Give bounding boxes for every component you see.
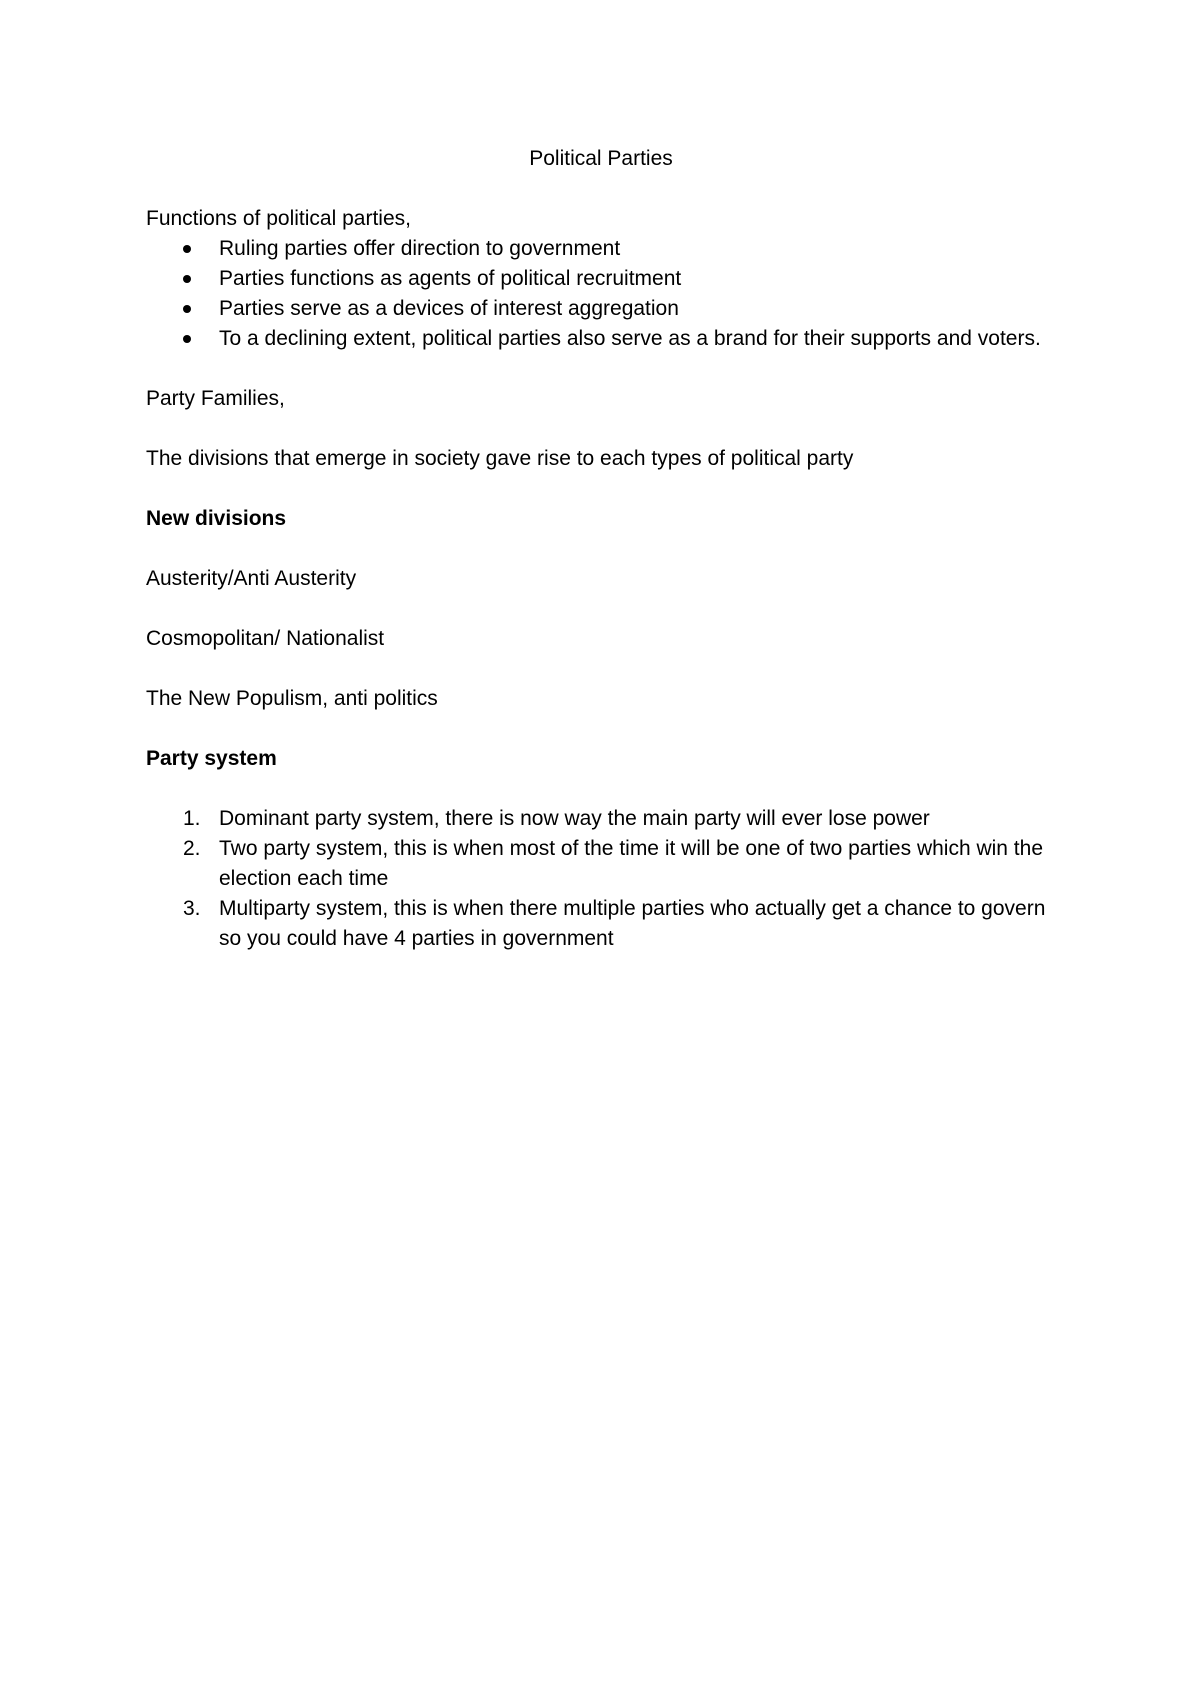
party-system-heading: Party system (146, 747, 277, 770)
list-item (219, 294, 1056, 324)
list-item (183, 834, 1056, 894)
list-item-text: Ruling parties offer direction to government (219, 237, 621, 260)
bullet-icon (183, 245, 191, 253)
list-item-text: To a declining extent, political parties also serve as a brand for their supports and voters. (219, 327, 1041, 350)
list-item (219, 324, 1056, 354)
new-divisions-heading: New divisions (146, 507, 287, 530)
division-item-austerity: Austerity/Anti Austerity (146, 567, 357, 590)
party-system-list (146, 804, 1056, 954)
list-item (183, 894, 1056, 954)
list-item-text: Two party system, this is when most of the time it will be one of two parties which win the election each time (219, 837, 1044, 890)
list-item-text: Multiparty system, this is when there multiple parties who actually get a chance to govern so you could have 4 parties in government (219, 897, 1046, 950)
bullet-icon (183, 305, 191, 313)
bullet-icon (183, 275, 191, 283)
list-item-text: Parties serve as a devices of interest aggregation (219, 297, 679, 320)
division-item-cosmopolitan: Cosmopolitan/ Nationalist (146, 627, 385, 650)
list-item (183, 804, 1056, 834)
list-item-number: 3. (183, 897, 201, 920)
list-item-number: 2. (183, 837, 201, 860)
list-item (219, 234, 1056, 264)
families-heading: Party Families, (146, 387, 285, 410)
list-item-text: Dominant party system, there is now way the main party will ever lose power (219, 807, 930, 830)
list-item-text: Parties functions as agents of political recruitment (219, 267, 682, 290)
list-item (219, 264, 1056, 294)
bullet-icon (183, 335, 191, 343)
document-title: Political Parties (529, 147, 673, 170)
functions-heading: Functions of political parties, (146, 207, 411, 230)
list-item-number: 1. (183, 807, 201, 830)
functions-list (146, 234, 1056, 354)
families-text: The divisions that emerge in society gave rise to each types of political party (146, 447, 854, 470)
division-item-populism: The New Populism, anti politics (146, 687, 438, 710)
document-content (146, 144, 1056, 954)
